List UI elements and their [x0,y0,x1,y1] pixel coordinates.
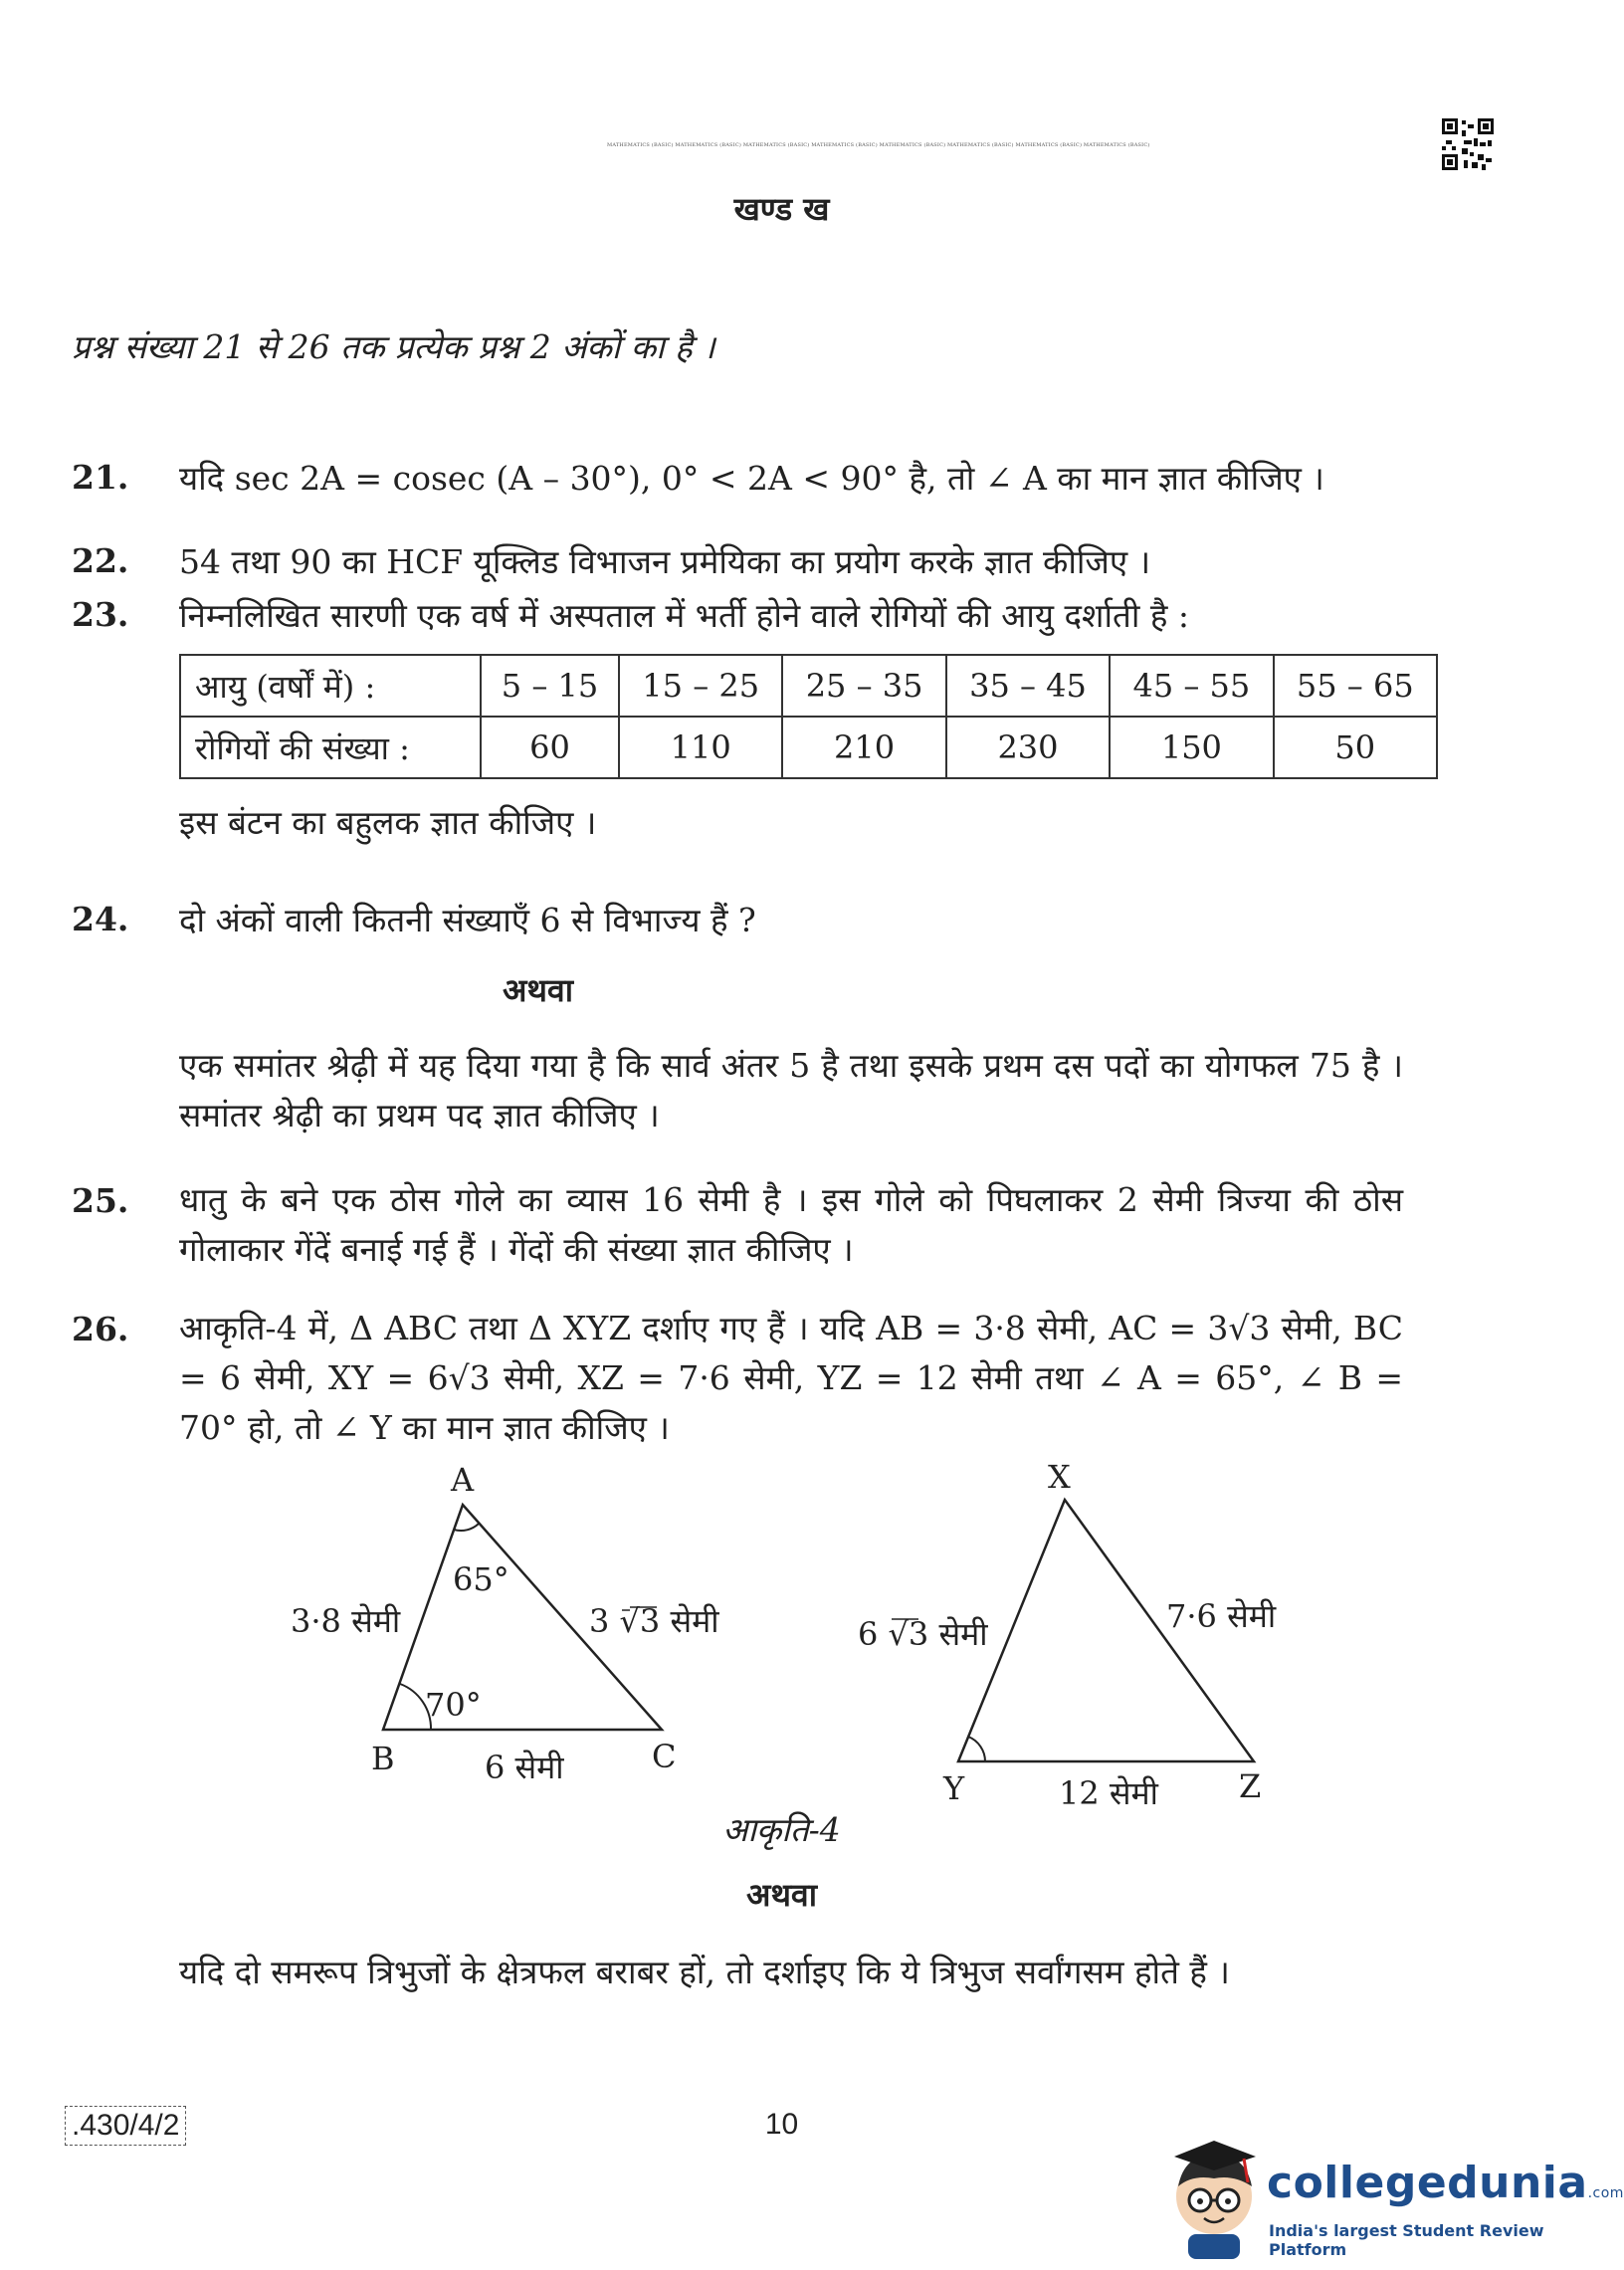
vertex-z-label: Z [1239,1767,1262,1805]
section-instruction: प्रश्न संख्या 21 से 26 तक प्रत्येक प्रश्न 2 अंकों का है । [72,327,715,366]
side-yz-label: 12 सेमी [1059,1774,1158,1812]
paper-code: .430/4/2 [65,2106,186,2146]
question-21-text: यदि sec 2A = cosec (A – 30°), 0° < 2A < 90° है, तो ∠ A का मान ज्ञात कीजिए । [179,459,1324,498]
table-header-age: आयु (वर्षों में) : [180,655,481,717]
question-number-21: 21. [72,458,129,497]
question-number-26: 26. [72,1310,129,1348]
qr-code-icon [1440,116,1496,172]
brand-tld: .com [1587,2185,1624,2201]
table-cell: 5 – 15 [481,655,619,717]
question-22-text: 54 तथा 90 का HCF यूक्लिड विभाजन प्रमेयिका का प्रयोग करके ज्ञात कीजिए । [179,542,1151,581]
angle-a-label: 65° [453,1560,509,1598]
brand-name-text: collegedunia [1267,2158,1588,2208]
table-row [180,655,1437,717]
mascot-icon [1164,2135,1264,2259]
table-cell: 25 – 35 [782,655,945,717]
table-cell: 50 [1274,717,1437,778]
question-25-text: धातु के बने एक ठोस गोले का व्यास 16 सेमी है । इस गोले को पिघलाकर 2 सेमी त्रिज्या की ठोस गोलाकार गेंदें बनाई गई हैं । गेंदों की संख्या ज्ञात कीजिए । [179,1180,1403,1269]
table-cell: 55 – 65 [1274,655,1437,717]
age-frequency-table [179,654,1438,779]
question-26-alt-text: यदि दो समरूप त्रिभुजों के क्षेत्रफल बराबर हों, तो दर्शाइए कि ये त्रिभुज सर्वांगसम होते हैं । [179,1953,1230,1991]
page-number: 10 [764,2108,799,2141]
side-ab-label: 3·8 सेमी [291,1602,401,1640]
table-cell: 110 [619,717,782,778]
side-xz-label: 7·6 सेमी [1166,1597,1277,1635]
question-number-23: 23. [72,595,129,634]
or-label-26: अथवा [746,1876,817,1914]
question-number-22: 22. [72,541,129,580]
table-cell: 210 [782,717,945,778]
vertex-a-label: A [451,1461,475,1499]
question-26-text: आकृति-4 में, Δ ABC तथा Δ XYZ दर्शाए गए हैं । यदि AB = 3·8 सेमी, AC = 3√3 सेमी, BC = 6 सेमी, XY = 6√3 सेमी, XZ = 7·6 सेमी, YZ = 12 सेमी तथा ∠ A = 65°, ∠ B = 70° हो, तो ∠ Y का मान ज्ञात कीजिए । [179,1309,1403,1447]
vertex-c-label: C [652,1738,677,1775]
table-cell: 230 [946,717,1110,778]
table-cell: 150 [1110,717,1273,778]
table-cell: 35 – 45 [946,655,1110,717]
vertex-b-label: B [371,1740,395,1777]
question-24-alt-text: एक समांतर श्रेढ़ी में यह दिया गया है कि सार्व अंतर 5 है तथा इसके प्रथम दस पदों का योगफल 75 है । समांतर श्रेढ़ी का प्रथम पद ज्ञात कीजिए । [179,1046,1403,1135]
question-23-followup: इस बंटन का बहुलक ज्ञात कीजिए । [179,803,597,842]
triangle-xyz [858,1458,1277,1812]
table-cell: 60 [481,717,619,778]
question-24-text: दो अंकों वाली कितनी संख्याएँ 6 से विभाज्य हैं ? [179,901,756,939]
table-header-patients: रोगियों की संख्या : [180,717,481,778]
table-cell: 45 – 55 [1110,655,1273,717]
figure-4-triangles [239,1453,1333,1812]
table-cell: 15 – 25 [619,655,782,717]
question-number-24: 24. [72,900,129,938]
angle-b-label: 70° [425,1686,482,1724]
question-23-text: निम्नलिखित सारणी एक वर्ष में अस्पताल में भर्ती होने वाले रोगियों की आयु दर्शाती है : [179,596,1190,635]
question-number-25: 25. [72,1181,129,1220]
or-label-24: अथवा [503,971,573,1009]
brand-name [1267,2158,1624,2208]
side-bc-label: 6 सेमी [485,1749,564,1786]
side-xy-label: 6 √3 सेमी [858,1615,988,1653]
table-row [180,717,1437,778]
side-ac-label: 3 √3 सेमी [589,1602,719,1640]
section-title: खण्ड ख [733,190,830,228]
brand-tagline: India's largest Student Review Platform [1269,2221,1544,2259]
vertex-x-label: X [1048,1458,1071,1496]
vertex-y-label: Y [943,1769,965,1807]
header-microtext: MATHEMATICS (BASIC) MATHEMATICS (BASIC) MATHEMATICS (BASIC) MATHEMATICS (BASIC) MATHEMATICS (BASIC) MATHEMATICS (BASIC) MATHEMATICS (BASIC) MATHEMATICS (BASIC) [607,142,1150,148]
collegedunia-logo [1159,2130,1624,2264]
figure-caption: आकृति-4 [722,1810,841,1849]
triangle-abc [291,1461,719,1786]
